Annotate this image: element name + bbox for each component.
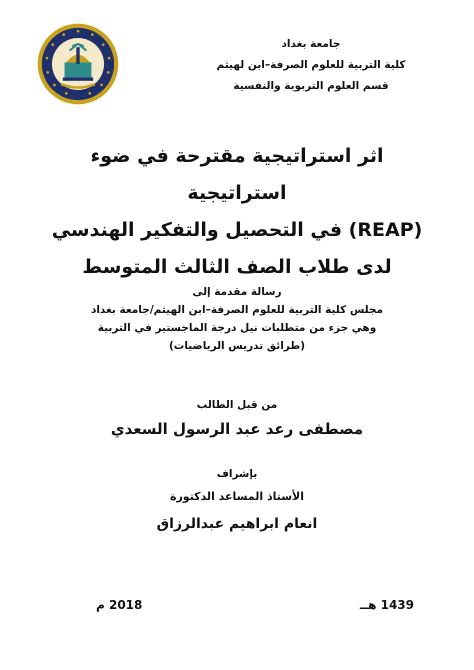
thesis-line-3: وهي جزء من متطلبات نيل درجة الماجستير في التربية: [97, 322, 377, 334]
supervisor-label: بإشراف: [216, 468, 258, 480]
title-line-2: (REAP) في التحصيل والتفكير الهندسي: [51, 219, 423, 241]
hijri-date: 1439 هــ: [359, 598, 414, 612]
institution-header: [206, 34, 416, 97]
thesis-line-1: رسالة مقدمة إلى: [192, 286, 282, 298]
gregorian-date: 2018 م: [96, 598, 143, 612]
thesis-line-4: (طرائق تدريس الرياضيات): [168, 340, 306, 352]
college-name: كلية التربية للعلوم الصرفة–ابن لهيثم: [216, 59, 406, 71]
student-label: من قبل الطالب: [196, 399, 278, 411]
university-name: جامعة بغداد: [281, 38, 341, 50]
university-seal-logo: [36, 22, 120, 106]
title-line-3: لدى طلاب الصف الثالث المتوسط: [82, 256, 392, 278]
thesis-statement: [40, 283, 434, 355]
department-name: قسم العلوم التربوية والنفسية: [233, 80, 389, 92]
student-name: مصطفى رعد عبد الرسول السعدي: [110, 420, 364, 438]
supervisor-rank: الأستاذ المساعد الدكتورة: [169, 490, 305, 503]
supervisor-name: انعام ابراهيم عبدالرزاق: [156, 516, 318, 532]
thesis-line-2: مجلس كلية التربية للعلوم الصرفة–ابن الهيثم/جامعة بغداد: [90, 304, 384, 316]
title-line-1: اثر استراتيجية مقترحة في ضوء استراتيجية: [90, 145, 384, 204]
thesis-title: [40, 138, 434, 286]
